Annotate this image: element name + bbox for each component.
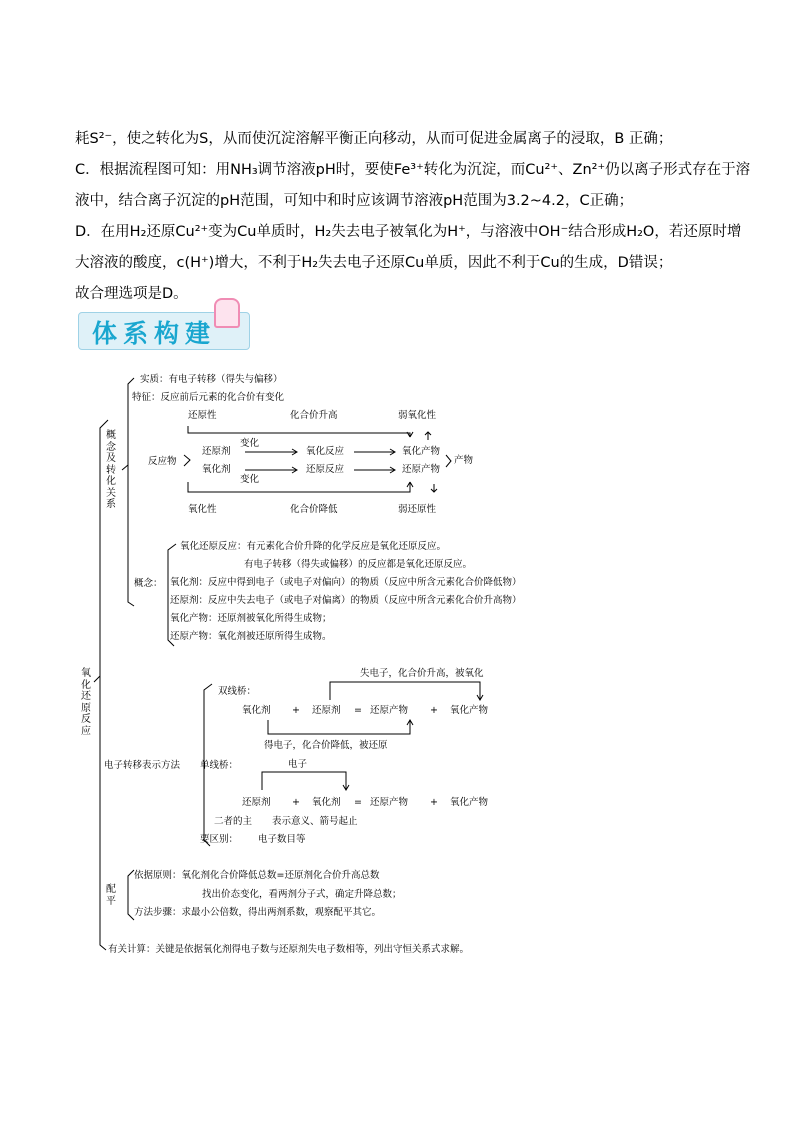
banner-title: 体系构建 <box>92 319 217 348</box>
erzhe-text: 二者的主 <box>214 816 253 827</box>
def-oxidant: 氧化剂：反应中得到电子（或电子对偏向）的物质（反应中所含元素化合价降低物） <box>170 577 522 588</box>
eq1-term-5: 还原产物 <box>370 705 409 716</box>
para-line-6: 故合理选项是D。 <box>75 286 188 302</box>
label-jiangdi: 化合价降低 <box>290 504 338 515</box>
chanwu-text: 产物 <box>454 455 474 466</box>
label-ruoyanghuaxing: 弱氧化性 <box>398 410 437 421</box>
bianhua-top: 变化 <box>240 438 260 449</box>
para-line-5: 大溶液的酸度，c(H⁺)增大，不利于H₂失去电子还原Cu单质，因此不利于Cu的生成，D错误； <box>75 255 673 271</box>
eq2-term-4: = <box>354 797 362 808</box>
def-reduction-product: 还原产物：氧化剂被还原所得生成物。 <box>170 631 332 642</box>
yiju-text: 依据原则：氧化剂化合价降低总数=还原剂化合价升高总数 <box>134 870 380 881</box>
huanyuanji-text: 还原剂 <box>202 446 231 457</box>
step1-text: 找出价态变化，看两剂分子式，确定升降总数； <box>202 889 402 900</box>
fangfa-text: 方法步骤：求最小公倍数，得出两剂系数，观察配平其它。 <box>134 907 382 918</box>
eq1-term-4: = <box>354 705 362 716</box>
huanyuanchanwu-text: 还原产物 <box>402 464 441 475</box>
sec1-vertical-title: 概念及转化关系 <box>106 430 116 510</box>
eq1-term-1: 氧化剂 <box>242 705 271 716</box>
para-line-4: D．在用H₂还原Cu²⁺变为Cu单质时，H₂失去电子被氧化为H⁺，与溶液中OH⁻结合形成H₂O，若还原时增 <box>75 224 742 240</box>
danxianqiao-text: 单线桥： <box>200 760 239 771</box>
para-line-3: 液中，结合离子沉淀的pH范围，可知中和时应该调节溶液pH范围为3.2~4.2，C正确； <box>75 193 634 209</box>
eq1-term-2: + <box>292 705 300 716</box>
def-redox: 氧化还原反应：有元素化合价升降的化学反应是氧化还原反应。 <box>180 541 447 552</box>
eq2-term-2: + <box>292 797 300 808</box>
eq1-term-3: 还原剂 <box>312 705 341 716</box>
label-huanyuanxing: 还原性 <box>188 410 217 421</box>
gainian-label: 概念： <box>134 578 163 589</box>
main-vertical-title: 氧化还原反应 <box>81 668 91 737</box>
para-line-1: 耗S²⁻，使之转化为S，从而使沉淀溶解平衡正向移动，从而可促进金属离子的浸取，B 正确； <box>75 131 673 147</box>
yanghuachanwu-text: 氧化产物 <box>402 446 441 457</box>
jisuan-text: 有关计算：关键是依据氧化剂得电子数与还原剂失电子数相等，列出守恒关系式求解。 <box>108 944 470 955</box>
sec3-vertical-title: 配平 <box>106 884 116 907</box>
eq2-term-5: 还原产物 <box>370 797 409 808</box>
dianzi-text: 电子 <box>288 759 308 770</box>
sec2-title: 电子转移表示方法 <box>104 760 181 771</box>
shuangxianqiao-text: 双线桥： <box>218 686 257 697</box>
yanghuaji-text: 氧化剂 <box>202 464 231 475</box>
para-line-2: C．根据流程图可知：用NH₃调节溶液pH时，要使Fe³⁺转化为沉淀，而Cu²⁺、Zn²⁺仍以离子形式存在于溶 <box>75 162 751 178</box>
shizhi-text: 实质：有电子转移（得失与偏移） <box>140 374 283 385</box>
def-reductant: 还原剂：反应中失去电子（或电子对偏离）的物质（反应中所含元素化合价升高物） <box>170 595 522 606</box>
eq1-term-6: + <box>430 705 438 716</box>
tezheng-text: 特征：反应前后元素的化合价有变化 <box>132 392 285 403</box>
biaoshi-text: 表示意义、箭号起止 <box>272 816 358 827</box>
def-oxidation-product: 氧化产物：还原剂被氧化所得生成物； <box>170 613 332 624</box>
label-jiasheng: 化合价升高 <box>290 410 338 421</box>
yaoqubie-text: 要区别： <box>200 834 239 845</box>
eq2-term-6: + <box>430 797 438 808</box>
eq2-term-3: 氧化剂 <box>312 797 341 808</box>
fanyingwu-text: 反应物 <box>148 456 177 467</box>
eq1-term-7: 氧化产物 <box>450 705 489 716</box>
shidianzi-text: 失电子，化合价升高，被氧化 <box>360 668 484 679</box>
huanyuanfanying-text: 还原反应 <box>306 464 345 475</box>
bianhua-bottom: 变化 <box>240 474 260 485</box>
label-ruohuanyuanxing: 弱还原性 <box>398 504 437 515</box>
eq2-term-7: 氧化产物 <box>450 797 489 808</box>
eq2-term-1: 还原剂 <box>242 797 271 808</box>
dianzishumu-text: 电子数目等 <box>258 834 306 845</box>
yanghuafanying-text: 氧化反应 <box>306 446 345 457</box>
dedianzi-text: 得电子，化合价降低，被还原 <box>264 740 388 751</box>
label-yanghuaxing: 氧化性 <box>188 504 217 515</box>
def-redox-b: 有电子转移（得失或偏移）的反应都是氧化还原反应。 <box>244 559 473 570</box>
